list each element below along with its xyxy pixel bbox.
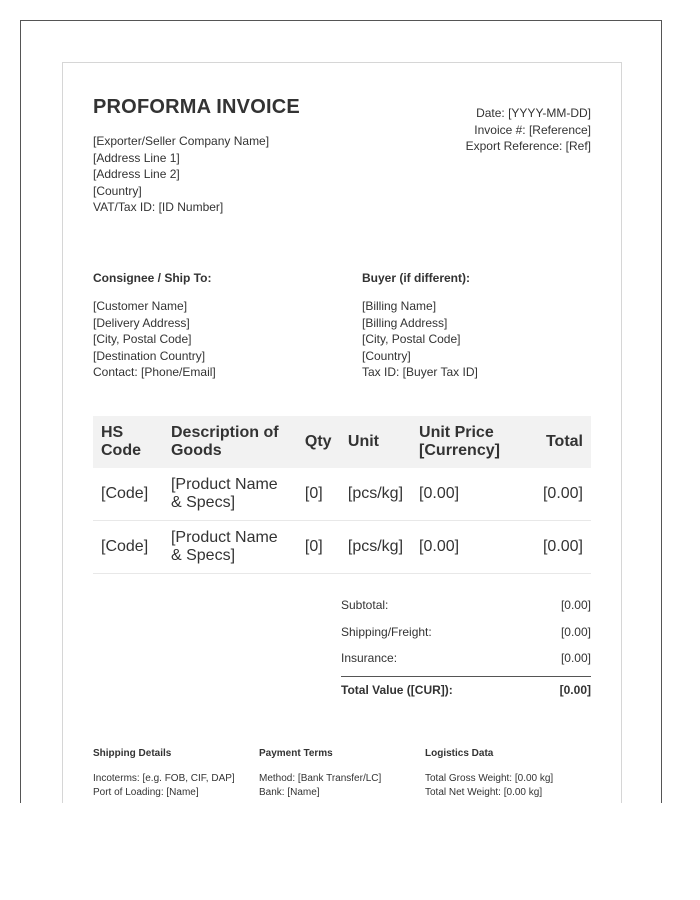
seller-line: [Country] xyxy=(93,183,142,198)
seller-line: [Address Line 2] xyxy=(93,167,180,182)
insurance-label: Insurance: xyxy=(341,651,398,666)
invoice-date: Date: [YYYY-MM-DD] xyxy=(476,106,591,120)
invoice-title: PROFORMA INVOICE xyxy=(93,96,300,118)
table-row xyxy=(93,521,591,574)
insurance-row xyxy=(341,651,591,678)
column-header-unit-price: Unit Price [Currency] xyxy=(411,416,521,468)
cell-description: [Product Name & Specs] xyxy=(163,521,297,574)
cell-qty: [0] xyxy=(297,521,340,574)
total-value-amount: [0.00] xyxy=(559,683,591,698)
table-header-row xyxy=(93,416,591,468)
payment-terms-line: Method: [Bank Transfer/LC] xyxy=(259,773,382,784)
consignee-line: [Customer Name] xyxy=(93,299,188,313)
subtotal-value: [0.00] xyxy=(560,598,591,612)
cell-hs-code: [Code] xyxy=(93,521,163,574)
shipping-row xyxy=(341,625,591,652)
consignee-line: Contact: [Phone/Email] xyxy=(93,365,216,380)
cell-qty: [0] xyxy=(297,468,340,521)
cell-unit: [pcs/kg] xyxy=(340,468,411,521)
column-header-unit: Unit xyxy=(340,416,411,468)
shipping-details-heading: Shipping Details xyxy=(93,748,172,759)
buyer-heading: Buyer (if different): xyxy=(362,271,470,285)
shipping-label: Shipping/Freight: xyxy=(341,624,432,639)
consignee-line: [Delivery Address] xyxy=(93,315,190,330)
cell-unit-price: [0.00] xyxy=(411,468,521,521)
buyer-line: [Billing Name] xyxy=(362,299,437,313)
footer-details xyxy=(93,748,591,800)
consignee-block xyxy=(93,271,323,381)
buyer-line: [Billing Address] xyxy=(362,315,448,330)
seller-line: [Exporter/Seller Company Name] xyxy=(93,134,270,148)
subtotal-label: Subtotal: xyxy=(341,598,389,612)
invoice-sheet xyxy=(62,62,622,803)
shipping-details-line: Incoterms: [e.g. FOB, CIF, DAP] xyxy=(93,773,235,784)
buyer-line: [City, Postal Code] xyxy=(362,332,461,347)
column-header-total: Total xyxy=(521,416,591,468)
table-row xyxy=(93,468,591,521)
subtotal-row xyxy=(341,598,591,625)
totals-block xyxy=(341,598,591,697)
consignee-line: [City, Postal Code] xyxy=(93,332,192,347)
cell-total: [0.00] xyxy=(521,468,591,521)
seller-line: VAT/Tax ID: [ID Number] xyxy=(93,200,224,215)
column-header-hs-code: HS Code xyxy=(93,416,163,468)
seller-line: [Address Line 1] xyxy=(93,150,180,165)
total-value-row xyxy=(341,676,591,697)
invoice-meta xyxy=(466,105,591,155)
shipping-details xyxy=(93,748,259,800)
consignee-line: [Destination Country] xyxy=(93,348,206,363)
cell-total: [0.00] xyxy=(521,521,591,574)
logistics-data xyxy=(425,748,591,800)
logistics-data-line: Total Net Weight: [0.00 kg] xyxy=(425,787,543,798)
cell-unit-price: [0.00] xyxy=(411,521,521,574)
buyer-block xyxy=(362,271,592,381)
column-header-qty: Qty xyxy=(297,416,340,468)
cell-hs-code: [Code] xyxy=(93,468,163,521)
cell-description: [Product Name & Specs] xyxy=(163,468,297,521)
buyer-line: Tax ID: [Buyer Tax ID] xyxy=(362,365,478,380)
consignee-heading: Consignee / Ship To: xyxy=(93,271,212,285)
logistics-data-line: Total Gross Weight: [0.00 kg] xyxy=(425,773,554,784)
insurance-value: [0.00] xyxy=(560,651,591,666)
shipping-details-line: Port of Loading: [Name] xyxy=(93,787,199,798)
buyer-line: [Country] xyxy=(362,348,411,363)
invoice-number: Invoice #: [Reference] xyxy=(474,122,591,137)
payment-terms-line: Bank: [Name] xyxy=(259,787,320,798)
items-table xyxy=(93,416,591,574)
total-value-label: Total Value ([CUR]): xyxy=(341,683,453,698)
seller-address xyxy=(93,133,269,216)
page-frame xyxy=(20,20,662,803)
export-reference: Export Reference: [Ref] xyxy=(465,139,591,154)
shipping-value: [0.00] xyxy=(560,624,591,639)
cell-unit: [pcs/kg] xyxy=(340,521,411,574)
logistics-data-heading: Logistics Data xyxy=(425,748,494,759)
payment-terms xyxy=(259,748,425,800)
payment-terms-heading: Payment Terms xyxy=(259,748,333,759)
column-header-description: Description of Goods xyxy=(163,416,297,468)
